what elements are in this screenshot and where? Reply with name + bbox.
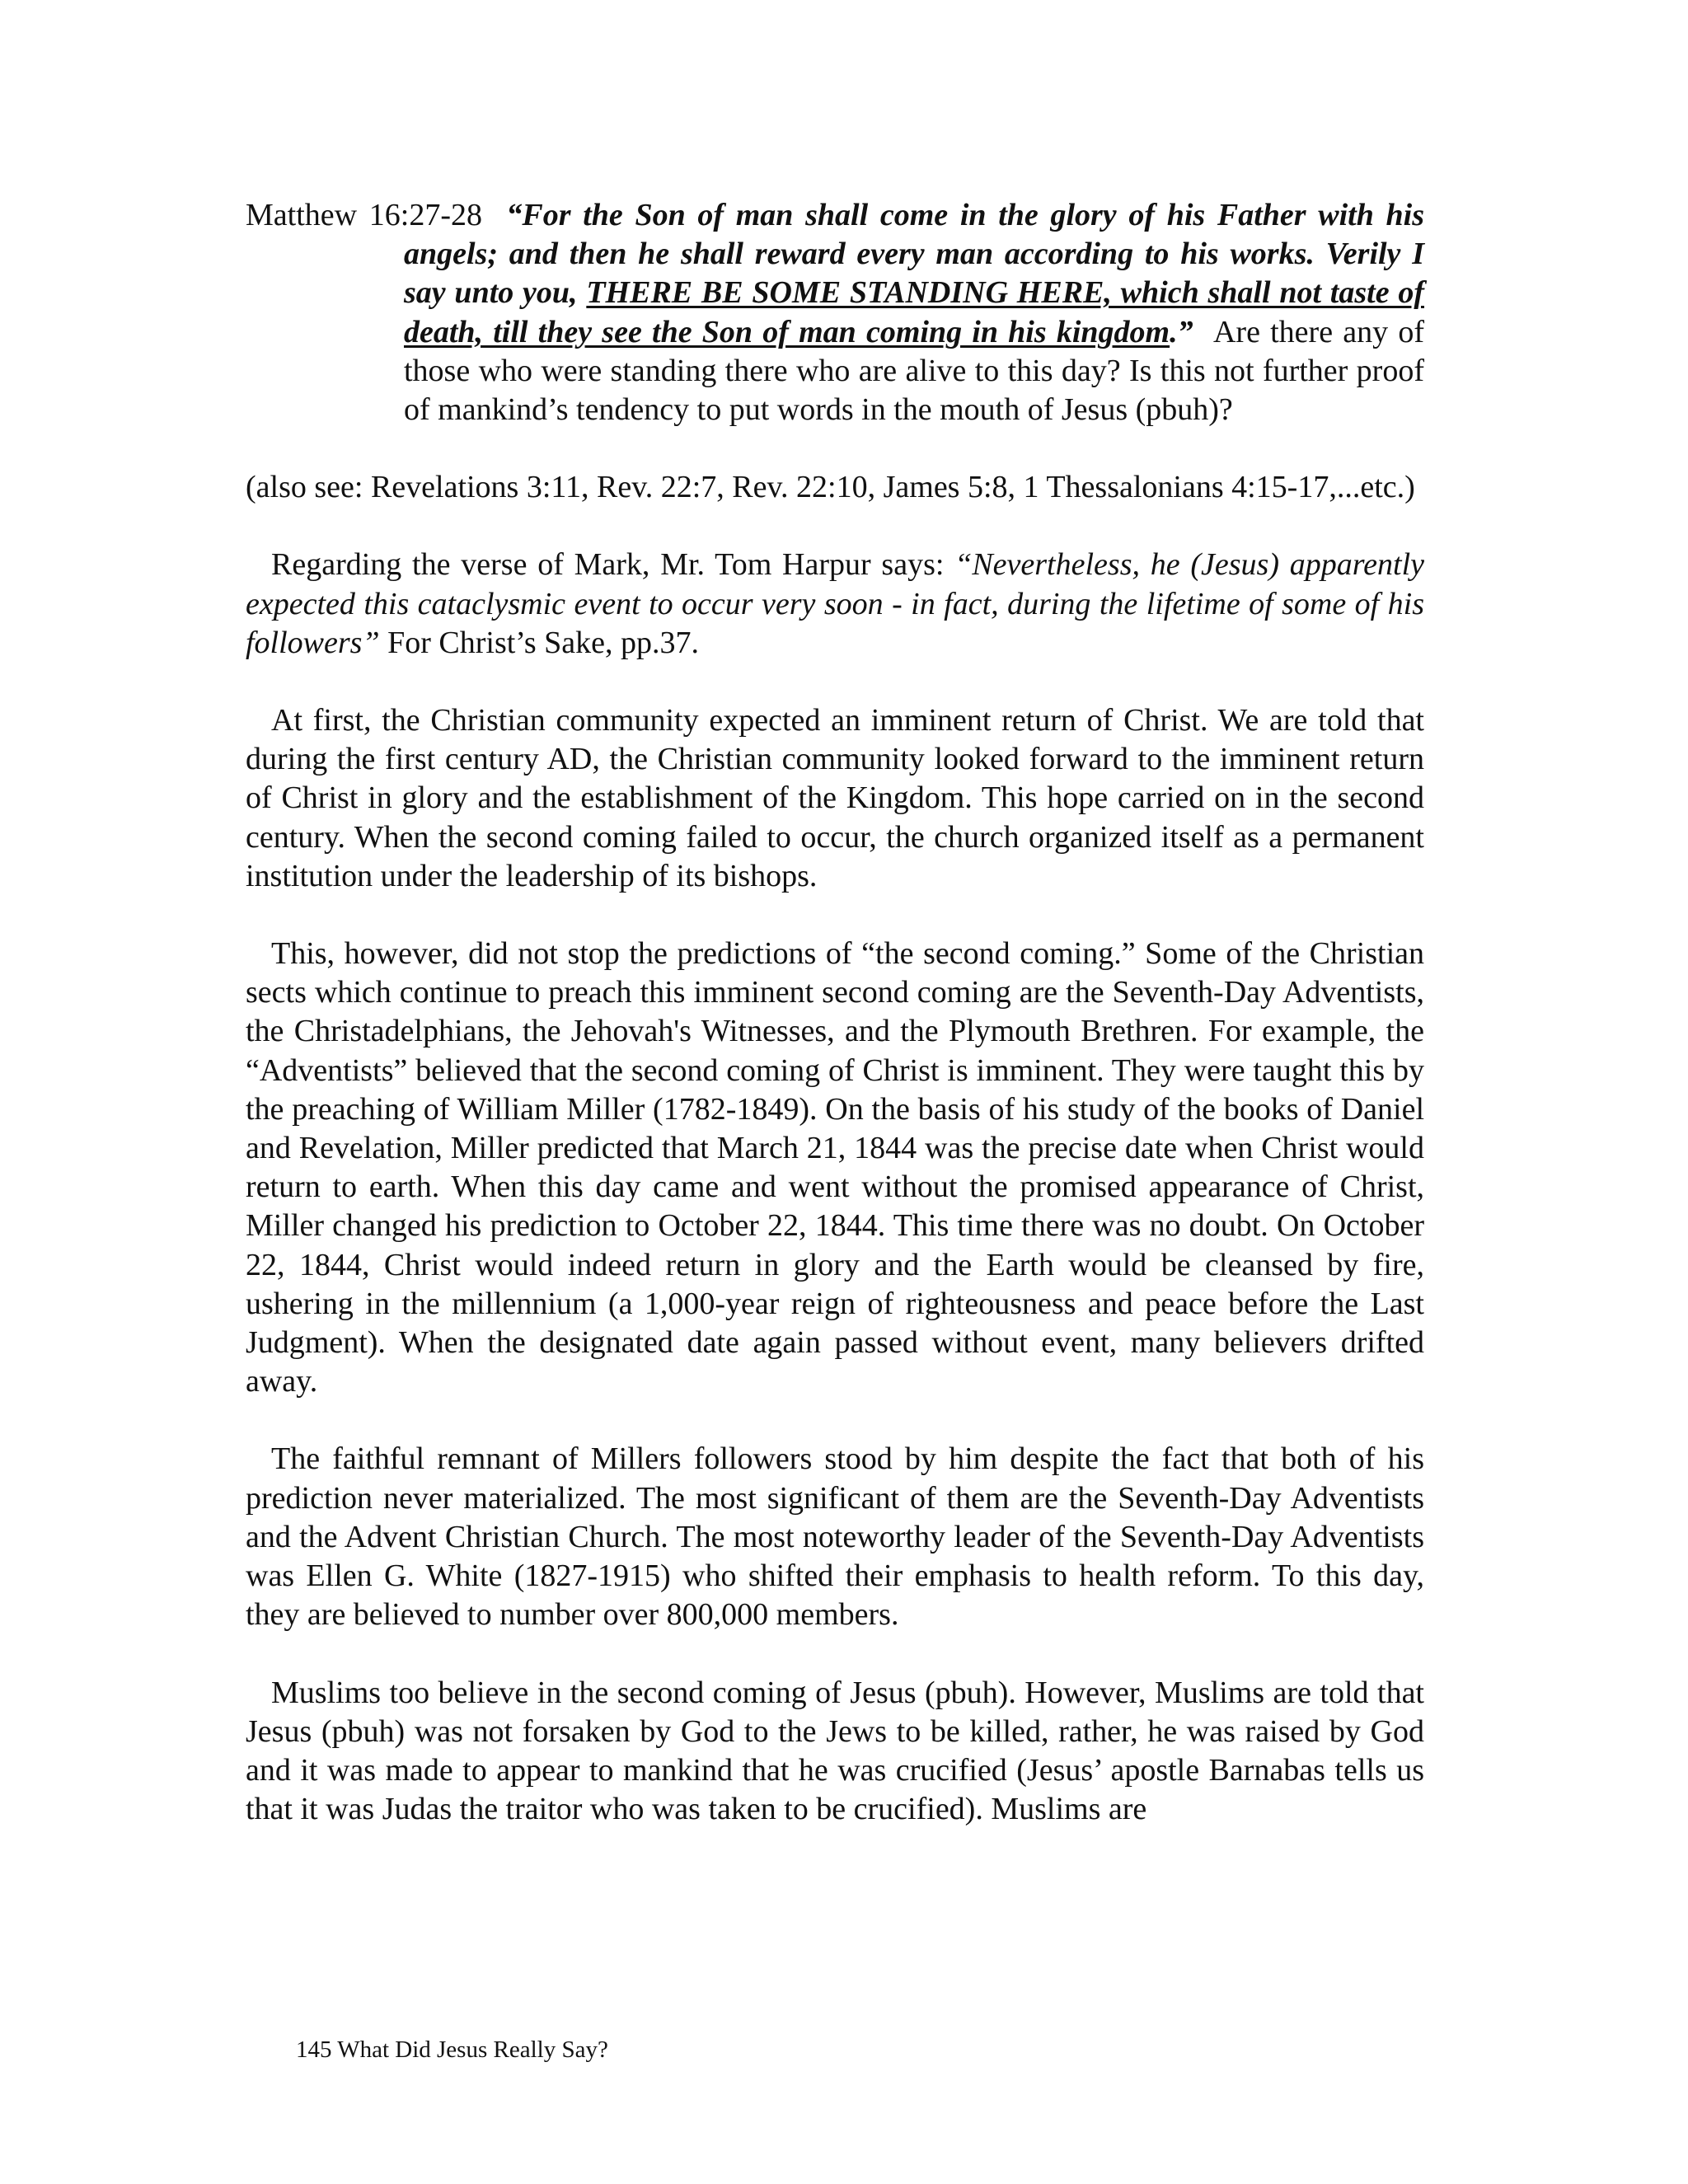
harpur-paragraph xyxy=(246,546,1424,663)
harpur-intro: Regarding the verse of Mark, Mr. Tom Harpur says: xyxy=(271,547,955,583)
also-see-line: (also see: Revelations 3:11, Rev. 22:7, Rev. 22:10, James 5:8, 1 Thessalonians 4:15-17,...etc.) xyxy=(246,470,1415,505)
page-footer: 145 What Did Jesus Really Say? xyxy=(296,2036,608,2063)
verse-quote-underlined: THERE BE SOME STANDING HERE, which shall not taste of death, till they see the Son of man coming in his kingdom xyxy=(404,275,1424,349)
harpur-quote: “Nevertheless, he (Jesus) apparently expected this cataclysmic event to occur very soon - in fact, during the lifetime of some of his followers” xyxy=(246,547,1424,660)
harpur-citation: For Christ’s Sake, pp.37. xyxy=(379,625,700,660)
paragraph-remnant: The faithful remnant of Millers followers stood by him despite the fact that both of his prediction never materialized. The most significant of them are the Seventh-Day Adventists and the Advent Christian Church. The most noteworthy leader of the Seventh-Day Adventists was Ellen G. White (1827-1915) who shifted their emphasis to health reform. To this day, they are believed to number over 800,000 members. xyxy=(246,1441,1424,1633)
paragraph-predictions: This, however, did not stop the predictions of “the second coming.” Some of the Christian sects which continue to preach this imminent second coming are the Seventh-Day Adventists, the Christadelphians, the Jehovah's Witnesses, and the Plymouth Brethren. For example, the “Adventists” believed that the second coming of Christ is imminent. They were taught this by the preaching of William Miller (1782-1849). On the basis of his study of the books of Daniel and Revelation, Miller predicted that March 21, 1844 was the precise date when Christ would return to earth. When this day came and went without the promised appearance of Christ, Miller changed his prediction to October 22, 1844. This time there was no doubt. On October 22, 1844, Christ would indeed return in glory and the Earth would be cleansed by fire, ushering in the millennium (a 1,000-year reign of righteousness and peace before the Last Judgment). When the designated date again passed without event, many believers drifted away. xyxy=(246,936,1424,1399)
verse-reference: Matthew 16:27-28 xyxy=(246,198,482,232)
paragraph-muslims: Muslims too believe in the second coming of Jesus (pbuh). However, Muslims are told that Jesus (pbuh) was not forsaken by God to the Jews to be killed, rather, he was raised by God and it was made to appear to mankind that he was crucified (Jesus’ apostle Barnabas tells us that it was Judas the traitor who was taken to be crucified). Muslims are xyxy=(246,1675,1424,1827)
paragraph-first-century: At first, the Christian community expected an imminent return of Christ. We are told that during the first century AD, the Christian community looked forward to the imminent return of Christ in glory and the establishment of the Kingdom. This hope carried on in the second century. When the second coming failed to occur, the church organized itself as a permanent institution under the leadership of its bishops. xyxy=(246,703,1424,893)
verse-commentary: Are there any of those who were standing there who are alive to this day? Is this not further proof of mankind’s tendency to put words in the mouth of Jesus (pbuh)? xyxy=(404,314,1424,428)
verse-quote: “For the Son of man shall come in the glory of his Father with his angels; and then he shall reward every man according to his works. Verily I say unto you, THERE BE SOME STANDING HERE, which shall not taste of death, till they see the Son of man coming in his kingdom.” xyxy=(404,198,1425,349)
page-body xyxy=(246,196,1424,1829)
verse-block xyxy=(246,196,1424,429)
